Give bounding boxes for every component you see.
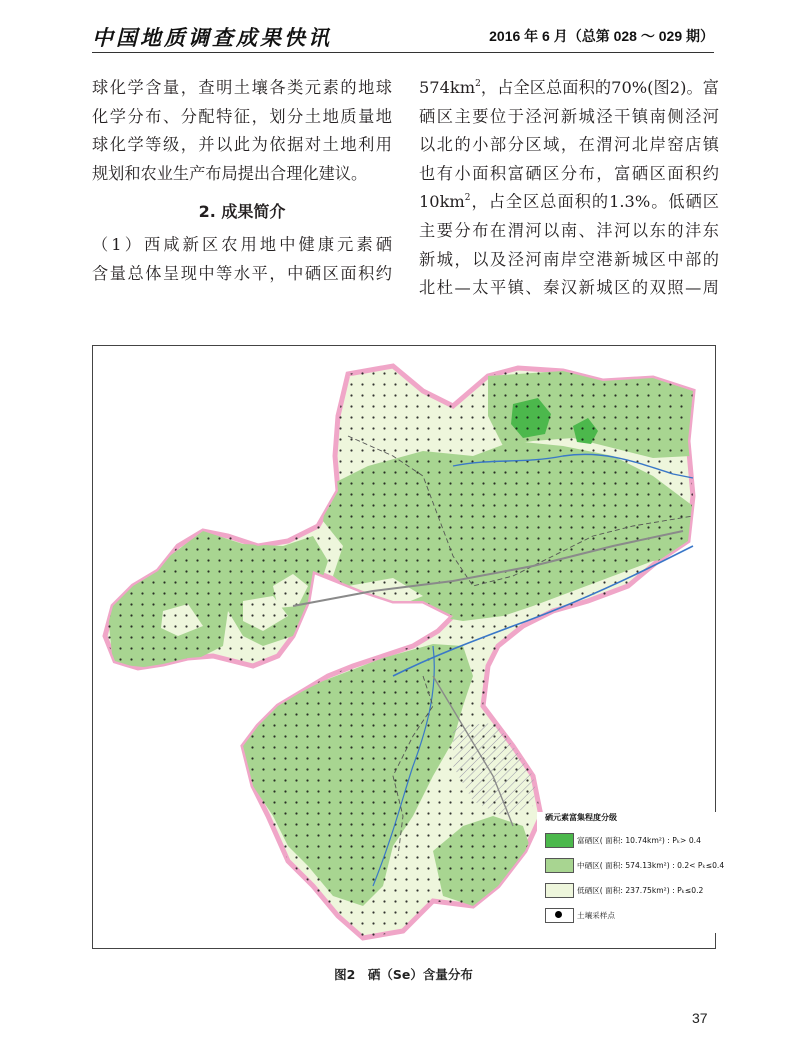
text-fragment: ，占全区总面积的70%(图2)。富 bbox=[480, 78, 719, 97]
selenium-map-figure bbox=[92, 345, 725, 949]
text-line: 硒区主要位于泾河新城泾干镇南侧泾河 bbox=[419, 106, 719, 126]
journal-title: 中国地质调查成果快讯 bbox=[92, 26, 332, 50]
text-line: 新城，以及泾河南岸空港新城区中部的 bbox=[419, 249, 719, 269]
text-fragment: 574km bbox=[419, 78, 476, 97]
section-heading: 2. 成果简介 bbox=[198, 202, 286, 222]
text-line: 以北的小部分区域，在渭河北岸窑店镇 bbox=[419, 135, 719, 155]
text-line: 主要分布在渭河以南、沣河以东的沣东 bbox=[419, 220, 719, 240]
header-rule bbox=[92, 52, 714, 53]
issue-info: 2016 年 6 月（总第 028 ～ 029 期） bbox=[489, 28, 714, 44]
left-text-column bbox=[92, 74, 392, 288]
superscript: 2 bbox=[475, 79, 481, 89]
map-legend bbox=[537, 812, 725, 933]
superscript: 2 bbox=[464, 193, 471, 204]
paragraph-results bbox=[92, 231, 392, 288]
legend-label: 富硒区( 面积: 10.74km²) : Pₖ> 0.4 bbox=[577, 836, 701, 845]
legend-item-sample bbox=[537, 908, 717, 922]
text-line: 含量总体呈现中等水平，中硒区面积约 bbox=[92, 263, 392, 283]
legend-item-high bbox=[537, 833, 717, 847]
legend-label: 低硒区( 面积: 237.75km²) : Pₖ≤0.2 bbox=[577, 886, 704, 895]
text-line: 也有小面积富硒区分布，富硒区面积约 bbox=[419, 163, 719, 183]
text-fragment: 10km bbox=[419, 192, 465, 212]
legend-label: 中硒区( 面积: 574.13km²) : 0.2< Pₖ≤0.4 bbox=[577, 861, 725, 870]
figure-caption: 图2 硒（Se）含量分布 bbox=[334, 967, 473, 982]
text-line: 北杜—太平镇、秦汉新城区的双照—周 bbox=[419, 278, 719, 298]
legend-item-low bbox=[537, 883, 717, 897]
high-selenium-swatch bbox=[545, 833, 574, 848]
low-selenium-swatch bbox=[545, 883, 574, 898]
medium-selenium-swatch bbox=[545, 858, 574, 873]
text-line: 球化学等级，并以此为依据对土地利用 bbox=[92, 135, 392, 155]
paragraph-continued-right bbox=[419, 74, 719, 303]
sample-point-icon bbox=[555, 911, 562, 918]
text-line: 规划和农业生产布局提出合理化建议。 bbox=[92, 163, 368, 183]
text-line bbox=[419, 188, 719, 217]
page-number: 37 bbox=[692, 1010, 708, 1026]
paragraph-continued bbox=[92, 74, 392, 188]
text-line: （1）西咸新区农用地中健康元素硒 bbox=[92, 234, 392, 254]
text-line: 球化学含量，查明土壤各类元素的地球 bbox=[92, 78, 392, 97]
legend-label: 土壤采样点 bbox=[577, 911, 615, 920]
legend-title: 硒元素富集程度分级 bbox=[545, 813, 617, 822]
text-line bbox=[419, 74, 719, 103]
legend-item-medium bbox=[537, 858, 725, 872]
text-line: 化学分布、分配特征，划分土地质量地 bbox=[92, 106, 392, 126]
right-text-column bbox=[419, 74, 719, 303]
page-header bbox=[92, 22, 714, 52]
text-fragment: ，占全区总面积的1.3%。低硒区 bbox=[470, 192, 719, 212]
